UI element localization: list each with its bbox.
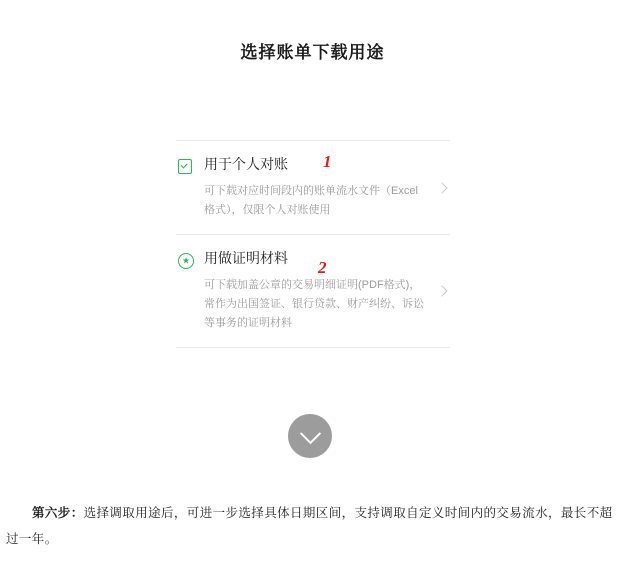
chevron-right-icon xyxy=(436,285,447,296)
caption-step-label: 第六步： xyxy=(32,506,84,520)
document-check-icon xyxy=(178,159,194,175)
annotation-marker-1: 1 xyxy=(323,152,332,171)
chevron-right-icon xyxy=(436,182,447,193)
option-description: 可下载对应时间段内的账单流水文件（Excel格式），仅限个人对账使用 xyxy=(204,185,418,216)
caption-text xyxy=(0,500,625,552)
annotation-marker-2: 2 xyxy=(318,258,327,277)
options-list xyxy=(176,140,450,348)
caption-body: 选择调取用途后，可进一步选择具体日期区间，支持调取自定义时间内的交易流水，最长不超过一年。 xyxy=(6,506,613,546)
star-circle-icon: ★ xyxy=(178,253,194,269)
chevron-down-icon xyxy=(299,423,320,444)
option-personal-reconciliation[interactable] xyxy=(176,140,450,234)
option-title: 用做证明材料 xyxy=(204,250,288,266)
option-proof-material[interactable] xyxy=(176,234,450,348)
scroll-down-button[interactable] xyxy=(288,414,332,458)
option-title: 用于个人对账 xyxy=(204,156,288,172)
option-description: 可下载加盖公章的交易明细证明(PDF格式)，常作为出国签证、银行贷款、财产纠纷、诉讼等事务的证明材料 xyxy=(204,279,424,329)
page-title: 选择账单下载用途 xyxy=(240,43,385,62)
